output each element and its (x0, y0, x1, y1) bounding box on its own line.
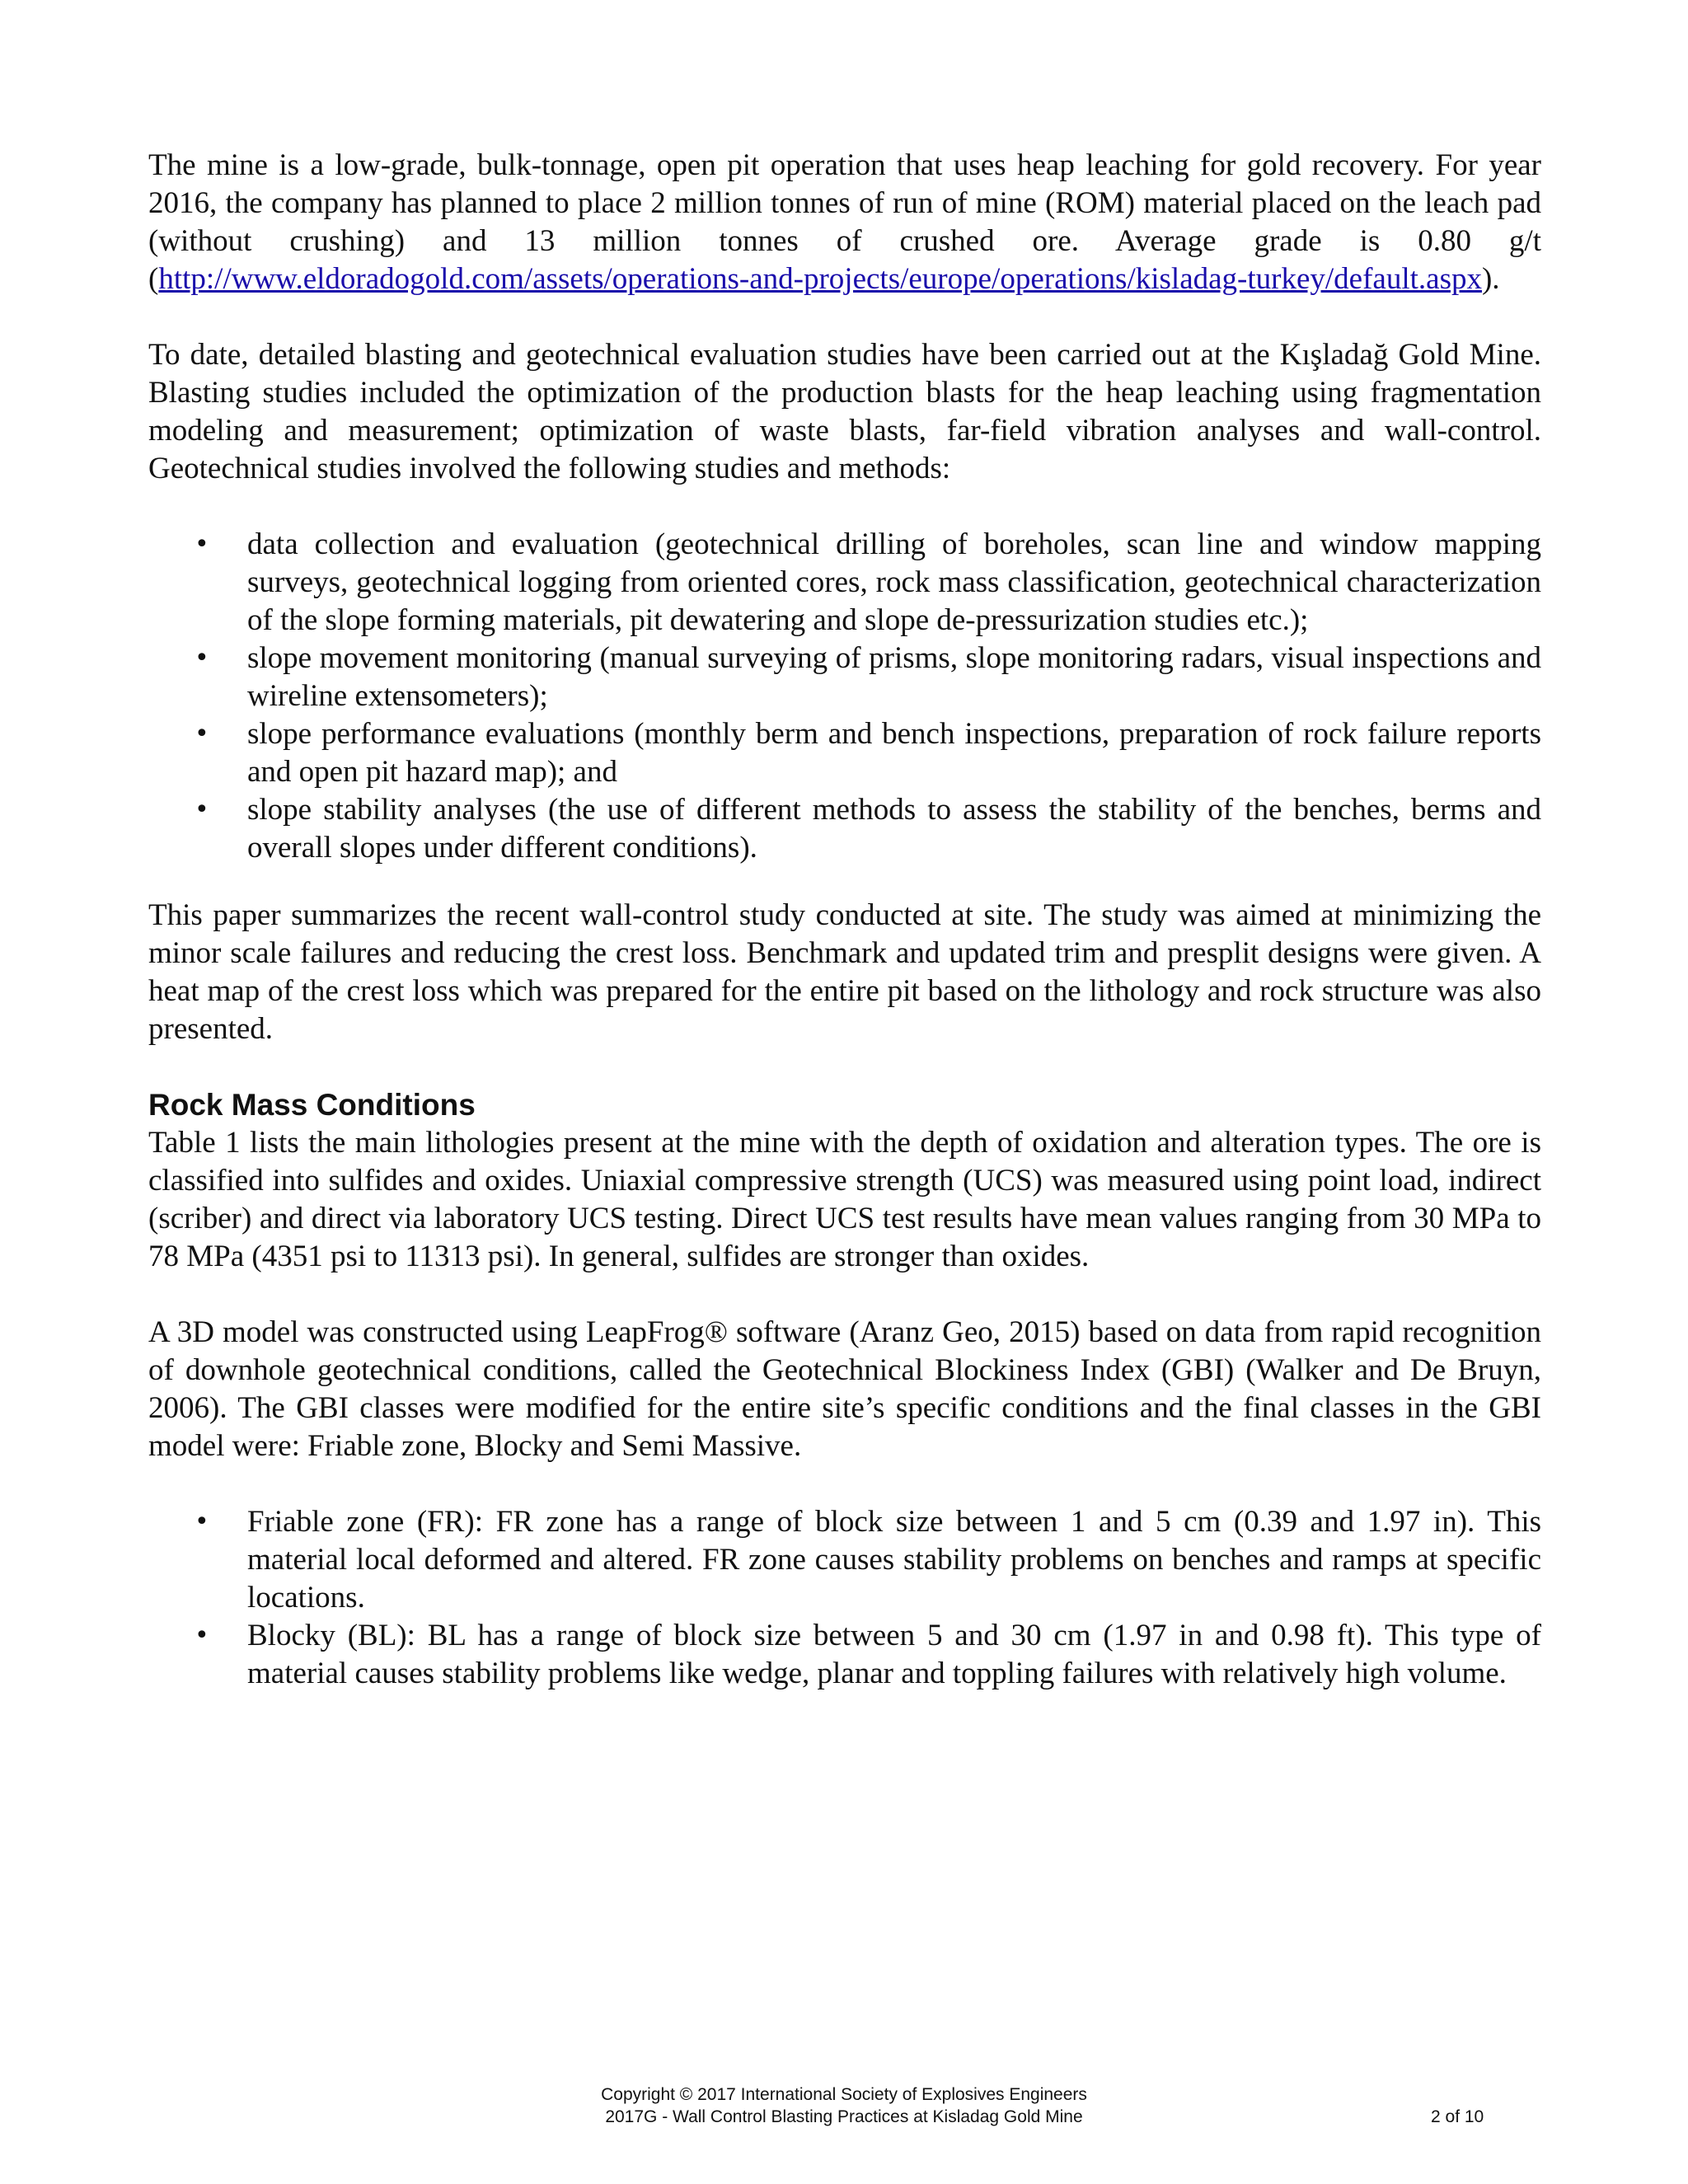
rock-mass-paragraph-1: Table 1 lists the main lithologies present at the mine with the depth of oxidation and alteration types. The ore is classified into sulfides and oxides. Uniaxial compressive strength (UCS) was measured using point load, indirect (scriber) and direct via laboratory UCS testing. Direct UCS test results have mean values ranging from 30 MPa to 78 MPa (4351 psi to 11313 psi). In general, sulfides are stronger than oxides. (148, 1126, 1541, 1273)
footer-paper-title: 2017G - Wall Control Blasting Practices at Kisladag Gold Mine (605, 2107, 1083, 2126)
section-heading: Rock Mass Conditions (148, 1088, 476, 1122)
list-item (148, 1503, 1541, 1617)
footer-page-number: 2 of 10 (1431, 2107, 1484, 2126)
bullet-icon: • (195, 1621, 209, 1650)
list-item-text: data collection and evaluation (geotechnical drilling of boreholes, scan line and window mapping surveys, geotechnical logging from oriented cores, rock mass classification, geotechnical characterization of the slope forming materials, pit dewatering and slope de-pressurization studies etc.); (247, 527, 1541, 637)
bullet-icon: • (195, 644, 209, 673)
list-item-text: Friable zone (FR): FR zone has a range of block size between 1 and 5 cm (0.39 and 1.97 in). This material local deformed and altered. FR zone causes stability problems on benches and ramps at specific locations. (247, 1505, 1541, 1615)
intro-paragraph-2: To date, detailed blasting and geotechnical evaluation studies have been carried out at the Kışladağ Gold Mine. Blasting studies included the optimization of the production blasts for the heap leaching using fragmentation modeling and measurement; optimization of waste blasts, far-field vibration analyses and wall-control. Geotechnical studies involved the following studies and methods: (148, 338, 1541, 485)
footer-copyright: Copyright © 2017 International Society of Explosives Engineers (601, 2085, 1087, 2104)
page-body (148, 147, 1541, 1722)
list-item (148, 715, 1541, 791)
gbi-classes-list (148, 1503, 1541, 1693)
list-item-text: Blocky (BL): BL has a range of block size between 5 and 30 cm (1.97 in and 0.98 ft). This type of material causes stability problems like wedge, planar and toppling failures with relatively high volume. (247, 1619, 1541, 1690)
list-item-text: slope performance evaluations (monthly berm and bench inspections, preparation of rock failure reports and open pit hazard map); and (247, 717, 1541, 789)
intro-paragraph-1-text: The mine is a low-grade, bulk-tonnage, open pit operation that uses heap leaching for gold recovery. For year 2016, the company has planned to place 2 million tonnes of run of mine (ROM) material placed on the leach pad (without crushing) and 13 million tonnes of crushed ore. Average grade is 0.80 g/t ( (148, 148, 1541, 296)
list-item (148, 526, 1541, 640)
geotechnical-studies-list (148, 526, 1541, 867)
rock-mass-paragraph-2: A 3D model was constructed using LeapFrog® software (Aranz Geo, 2015) based on data from rapid recognition of downhole geotechnical conditions, called the Geotechnical Blockiness Index (GBI) (Walker and De Bruyn, 2006). The GBI classes were modified for the entire site’s specific conditions and the final classes in the GBI model were: Friable zone, Blocky and Semi Massive. (148, 1315, 1541, 1463)
bullet-icon: • (195, 719, 209, 748)
intro-paragraph-1 (148, 147, 1541, 298)
list-item (148, 1617, 1541, 1693)
list-item (148, 640, 1541, 715)
eldorado-gold-link[interactable]: http://www.eldoradogold.com/assets/operations-and-projects/europe/operations/kisladag-turkey/default.aspx (158, 262, 1482, 296)
bullet-icon: • (195, 1507, 209, 1536)
page-footer (0, 2083, 1688, 2128)
summary-paragraph: This paper summarizes the recent wall-control study conducted at site. The study was aimed at minimizing the minor scale failures and reducing the crest loss. Benchmark and updated trim and presplit designs were given. A heat map of the crest loss which was prepared for the entire pit based on the lithology and rock structure was also presented. (148, 898, 1541, 1046)
intro-paragraph-1-end: ). (1481, 262, 1500, 296)
bullet-icon: • (195, 530, 209, 559)
list-item-text: slope movement monitoring (manual surveying of prisms, slope monitoring radars, visual inspections and wireline extensometers); (247, 641, 1541, 713)
bullet-icon: • (195, 795, 209, 824)
list-item-text: slope stability analyses (the use of different methods to assess the stability of the benches, berms and overall slopes under different conditions). (247, 793, 1541, 865)
list-item (148, 791, 1541, 867)
